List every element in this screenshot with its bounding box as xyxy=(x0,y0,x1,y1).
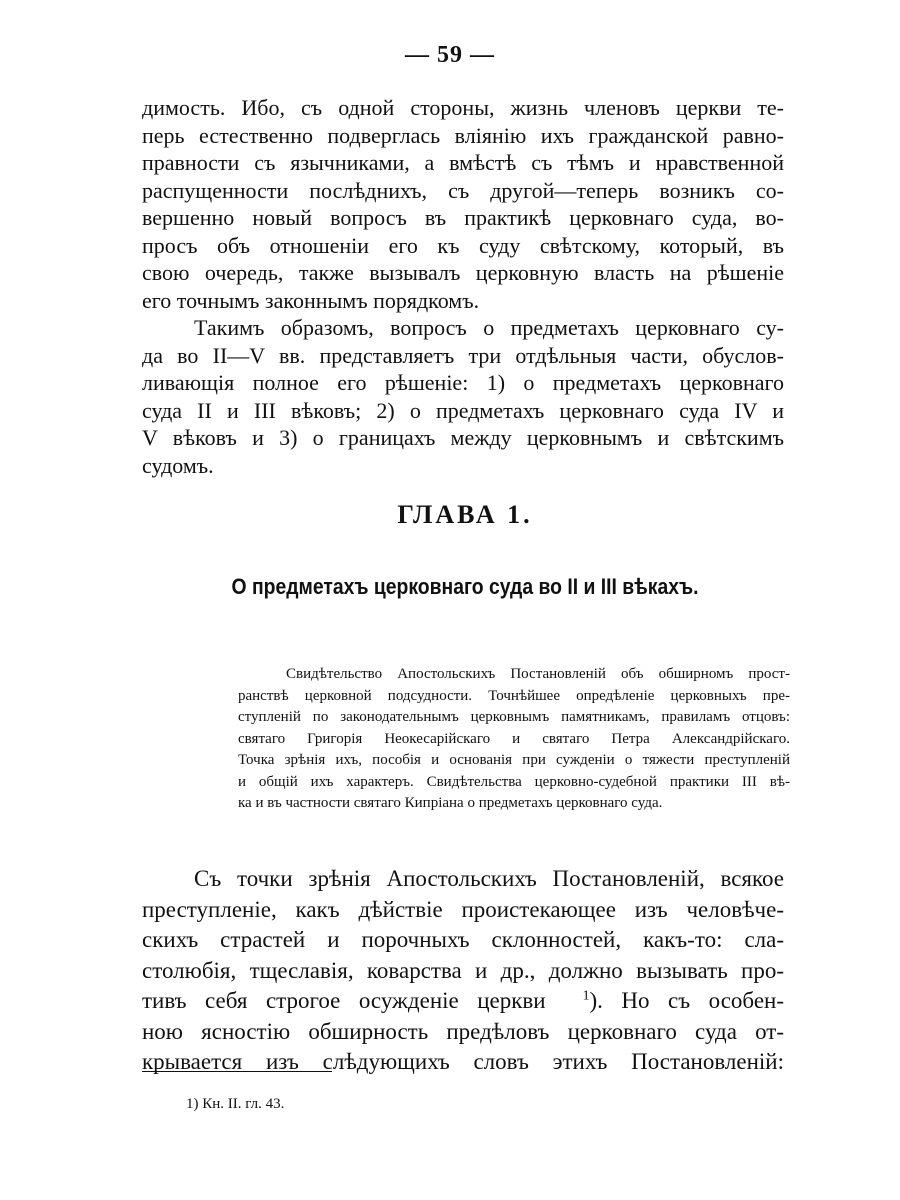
paragraph xyxy=(142,94,784,314)
text-line-with-footnote xyxy=(142,986,784,1017)
text-segment: тивъ себя строгое осужденіе церкви xyxy=(142,988,546,1013)
text-line: суда II и III вѣковъ; 2) о предметахъ церковнаго суда IV и xyxy=(142,397,784,423)
text-line: судомъ. xyxy=(142,452,214,478)
text-line: преступленіе, какъ дѣйствіе проистекающее изъ человѣче- xyxy=(142,896,784,922)
footnote: 1) Кн. II. гл. 43. xyxy=(186,1096,285,1112)
paragraph xyxy=(142,314,784,479)
summary-line: ранствѣ церковной подсудности. Точнѣйшее опредѣленіе церковныхъ пре- xyxy=(238,687,790,704)
text-line: ливающія полное его рѣшеніе: 1) о предметахъ церковнаго xyxy=(142,370,784,395)
chapter-title: О предметахъ церковнаго суда во II и III вѣкахъ. xyxy=(231,574,699,599)
footnote-divider xyxy=(142,1071,332,1072)
summary-line: ступленій по законодательнымъ церковнымъ памятникамъ, правиламъ отцовъ: xyxy=(238,709,790,725)
summary-line: и общій ихъ характеръ. Свидѣтельства церковно-судебной практики III вѣ- xyxy=(238,773,790,790)
summary-line: святаго Григорія Неокесарійскаго и святаго Петра Александрійскаго. xyxy=(238,730,790,747)
text-line: скихъ страстей и порочныхъ склонностей, какъ-то: сла- xyxy=(142,927,784,952)
text-line: распущенности послѣднихъ, съ другой—теперь возникъ со- xyxy=(142,177,784,203)
text-line: столюбія, тщеславія, коварства и др., должно вызывать про- xyxy=(142,957,784,983)
text-line: просъ объ отношеніи его къ суду свѣтскому, который, въ xyxy=(142,232,784,258)
text-line: его точнымъ законнымъ порядкомъ. xyxy=(142,287,480,313)
chapter-heading: ГЛАВА 1. xyxy=(397,500,533,529)
chapter-summary xyxy=(238,664,790,815)
text-line: правности съ язычниками, а вмѣстѣ съ тѣмъ и нравственной xyxy=(142,150,784,175)
text-line: ною ясностію обширность предѣловъ церковнаго суда от- xyxy=(142,1018,784,1044)
summary-line: ка и въ частности святаго Кипріана о предметахъ церковнаго суда. xyxy=(238,795,663,811)
text-line: крывается изъ слѣдующихъ словъ этихъ Постановленій: xyxy=(142,1049,784,1074)
text-line: Съ точки зрѣнія Апостольскихъ Постановленій, всякое xyxy=(194,866,784,891)
page-number: — 59 — xyxy=(405,42,495,68)
summary-line: Точка зрѣнія ихъ, пособія и основанія при сужденіи о тяжести преступленій xyxy=(238,752,790,768)
text-line: свою очередь, также вызывалъ церковную власть на рѣшеніе xyxy=(142,260,784,285)
body-text xyxy=(142,864,784,1078)
text-line: перь естественно подверглась вліянію ихъ гражданской равно- xyxy=(142,122,784,148)
text-line: Такимъ образомъ, вопросъ о предметахъ церковнаго су- xyxy=(194,315,784,340)
text-line: вершенно новый вопросъ въ практикѣ церковнаго суда, во- xyxy=(142,205,784,230)
footnote-marker: 1 xyxy=(582,987,590,1003)
text-line: да во II—V вв. представляетъ три отдѣльныя части, обуслов- xyxy=(142,342,784,368)
summary-line: Свидѣтельство Апостольскихъ Постановленій объ обширномъ прост- xyxy=(286,666,790,682)
text-line: V вѣковъ и 3) о границахъ между церковнымъ и свѣтскимъ xyxy=(142,425,784,450)
text-line: димость. Ибо, съ одной стороны, жизнь членовъ церкви те- xyxy=(142,95,784,120)
text-segment: ). Но съ особен- xyxy=(589,988,784,1013)
intro-text xyxy=(142,94,784,479)
